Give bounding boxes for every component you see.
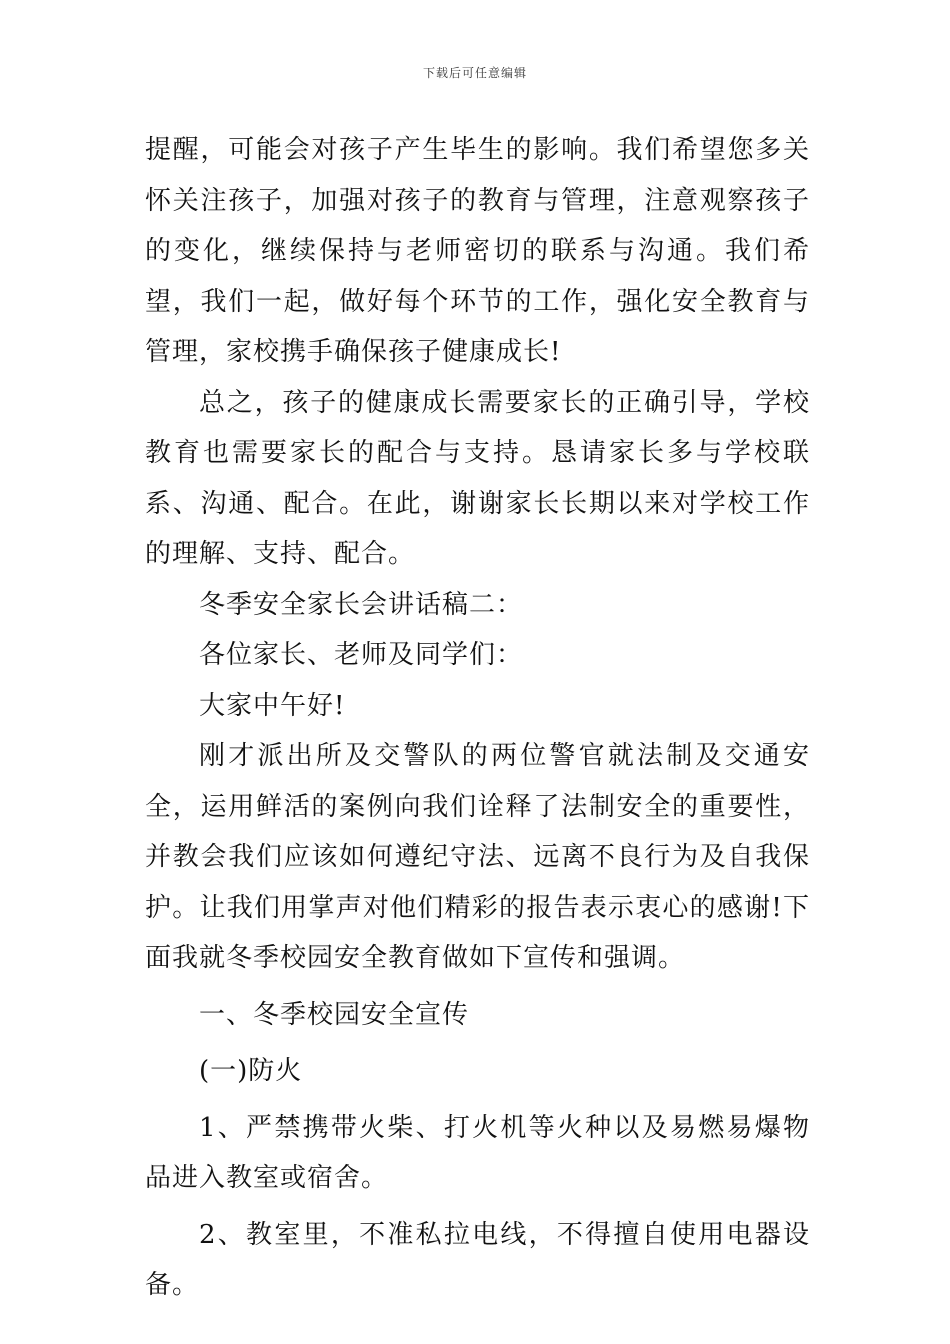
heading-winter-campus-safety: 一、冬季校园安全宣传 bbox=[199, 999, 470, 1030]
document-body bbox=[145, 125, 810, 1311]
salutation: 各位家长、老师及同学们： bbox=[199, 640, 524, 670]
list-item-2: 2、教室里，不准私拉电线，不得擅自使用电器设备。 bbox=[145, 1219, 810, 1300]
greeting: 大家中午好! bbox=[199, 690, 346, 721]
subheading-fire-prevention: (一)防火 bbox=[199, 1056, 303, 1086]
paragraph-1: 提醒，可能会对孩子产生毕生的影响。我们希望您多关怀关注孩子，加强对孩子的教育与管理，注意观察孩子的变化，继续保持与老师密切的联系与沟通。我们希望，我们一起，做好每个环节的工作，强化安全教育与管理，家校携手确保孩子健康成长! bbox=[145, 135, 810, 367]
section-title: 冬季安全家长会讲话稿二： bbox=[199, 589, 524, 620]
paragraph-2: 总之，孩子的健康成长需要家长的正确引导，学校教育也需要家长的配合与支持。恳请家长多与学校联系、沟通、配合。在此，谢谢家长长期以来对学校工作的理解、支持、配合。 bbox=[145, 387, 810, 569]
header-note: 下载后可任意编辑 bbox=[422, 66, 527, 80]
paragraph-3: 刚才派出所及交警队的两位警官就法制及交通安全，运用鲜活的案例向我们诠释了法制安全的重要性，并教会我们应该如何遵纪守法、远离不良行为及自我保护。让我们用掌声对他们精彩的报告表示衷心的感谢!下面我就冬季校园安全教育做如下宣传和强调。 bbox=[145, 741, 810, 973]
list-item-1: 1、严禁携带火柴、打火机等火种以及易燃易爆物品进入教室或宿舍。 bbox=[145, 1112, 810, 1193]
